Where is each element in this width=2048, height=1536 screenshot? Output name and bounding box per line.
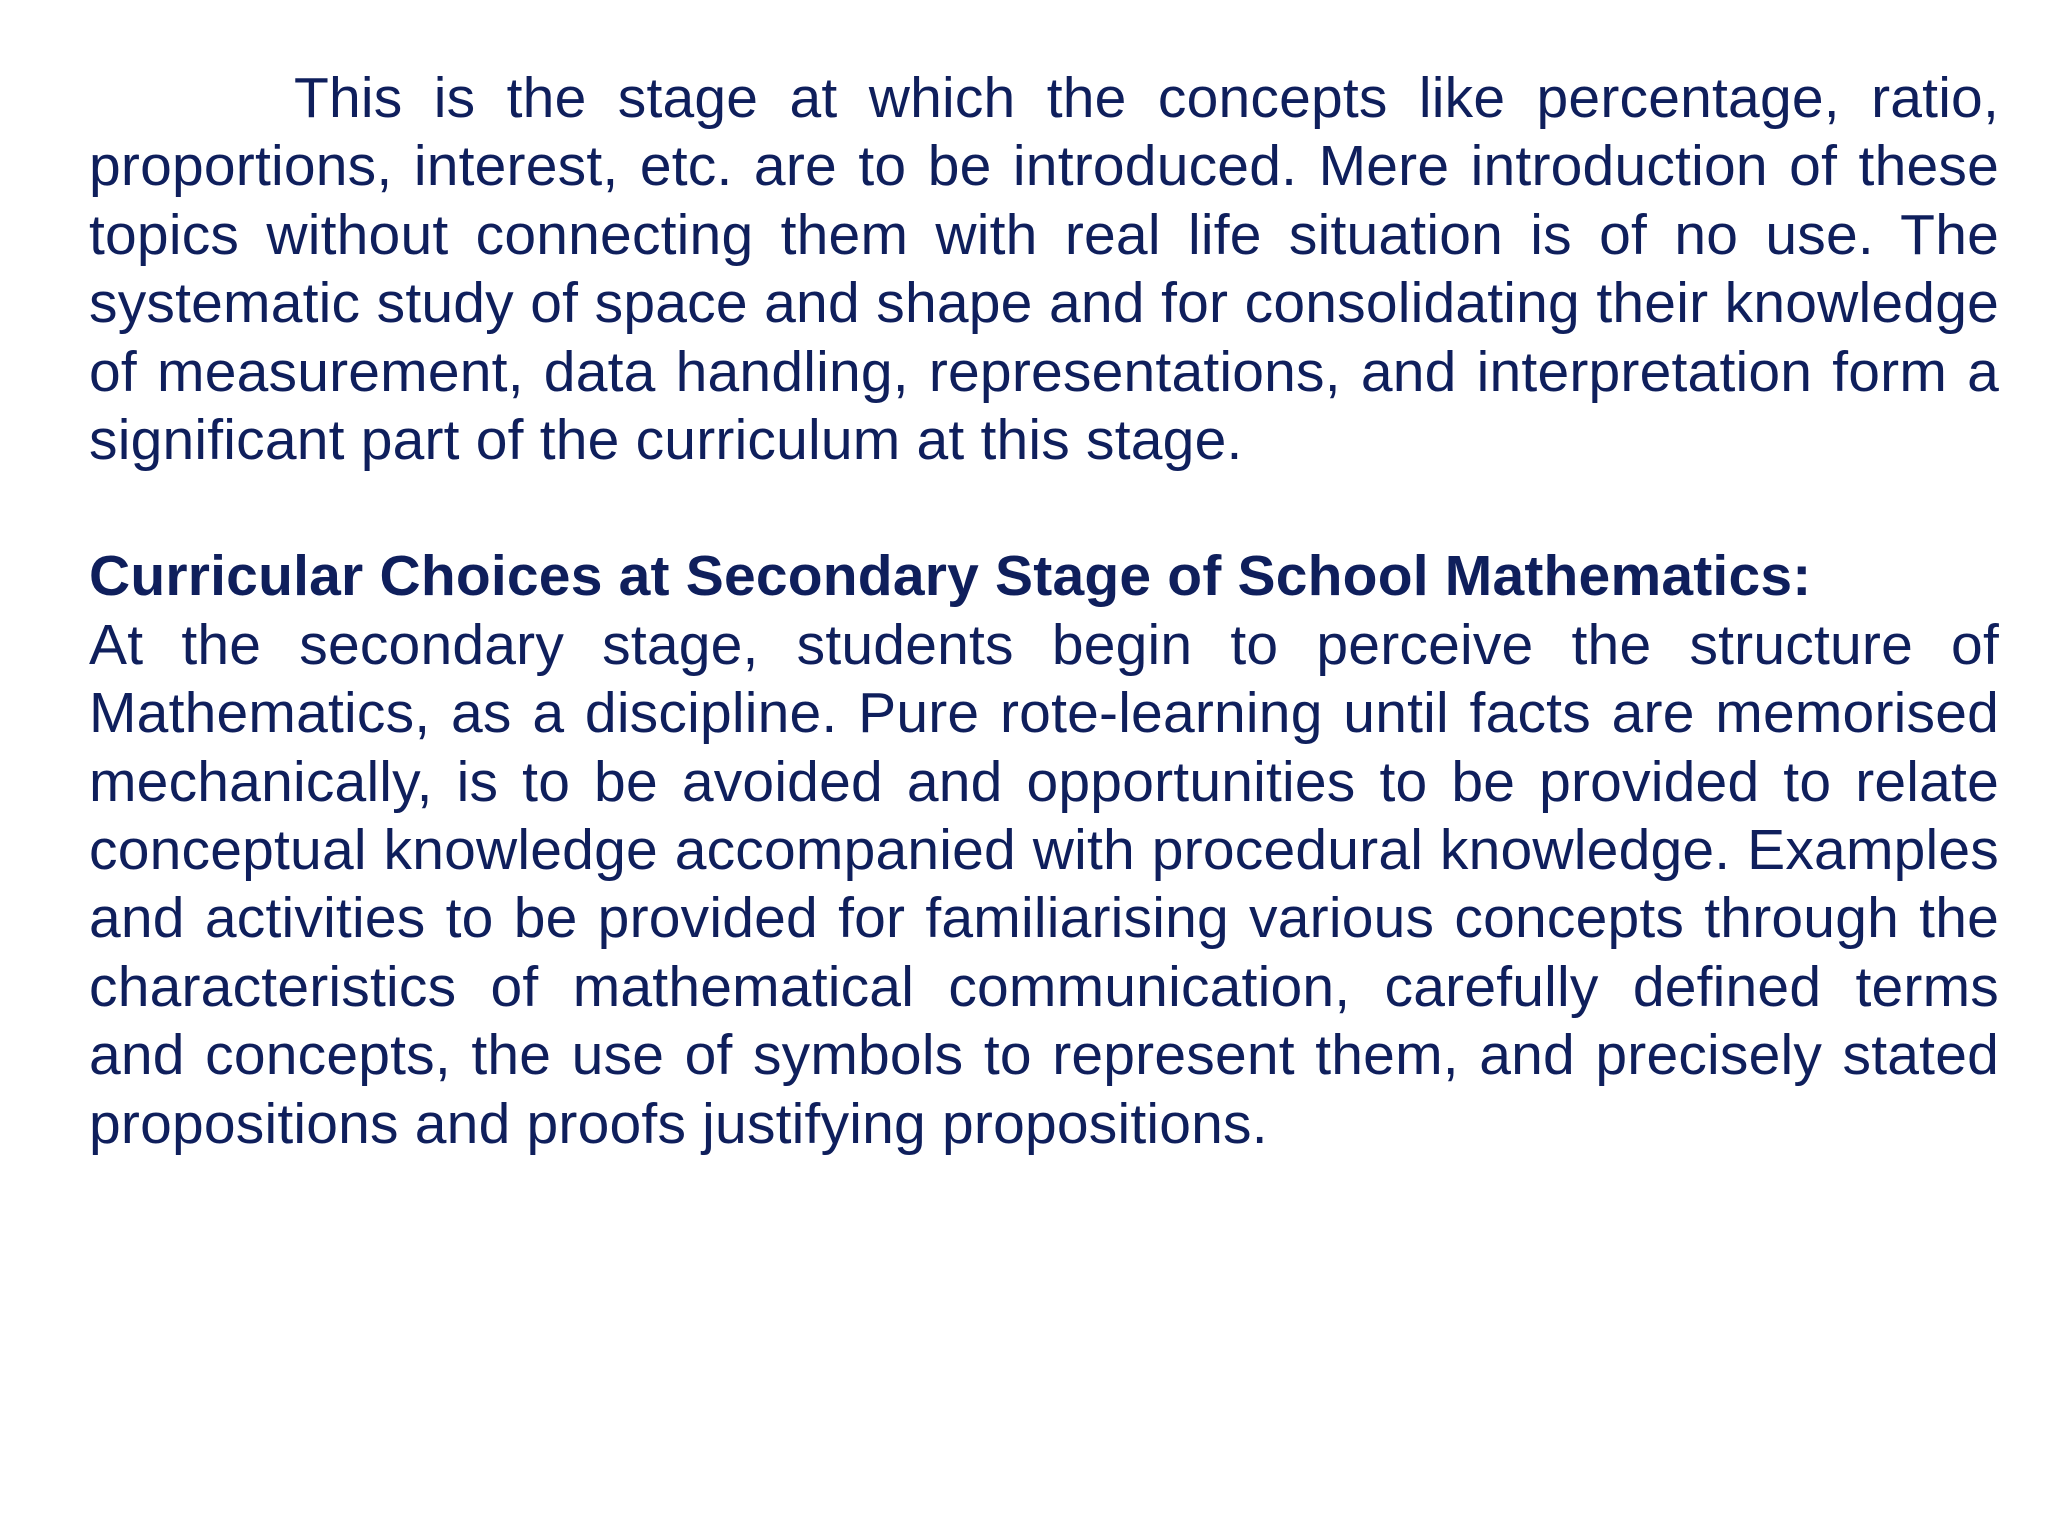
- secondary-stage-paragraph: At the secondary stage, students begin to perceive the structure of Mathematics, as a discipline. Pure rote-learning until facts are memorised mechanically, is to be avoided and opportunities to be provided to relate conceptual knowledge accompanied with procedural knowledge. Examples and activities to be provided for familiarising various concepts through the characteristics of mathematical communication, carefully defined terms and concepts, the use of symbols to represent them, and precisely stated propositions and proofs justifying propositions.: [89, 612, 1999, 1156]
- document-body: [89, 64, 1999, 1158]
- intro-paragraph: This is the stage at which the concepts like percentage, ratio, proportions, interest, etc. are to be introduced. Mere introduction of these topics without connecting them with real life situation is of no use. The systematic study of space and shape and for consolidating their knowledge of measurement, data handling, representations, and interpretation form a significant part of the curriculum at this stage.: [89, 66, 1999, 473]
- section-heading: Curricular Choices at Secondary Stage of School Mathematics:: [89, 544, 1812, 609]
